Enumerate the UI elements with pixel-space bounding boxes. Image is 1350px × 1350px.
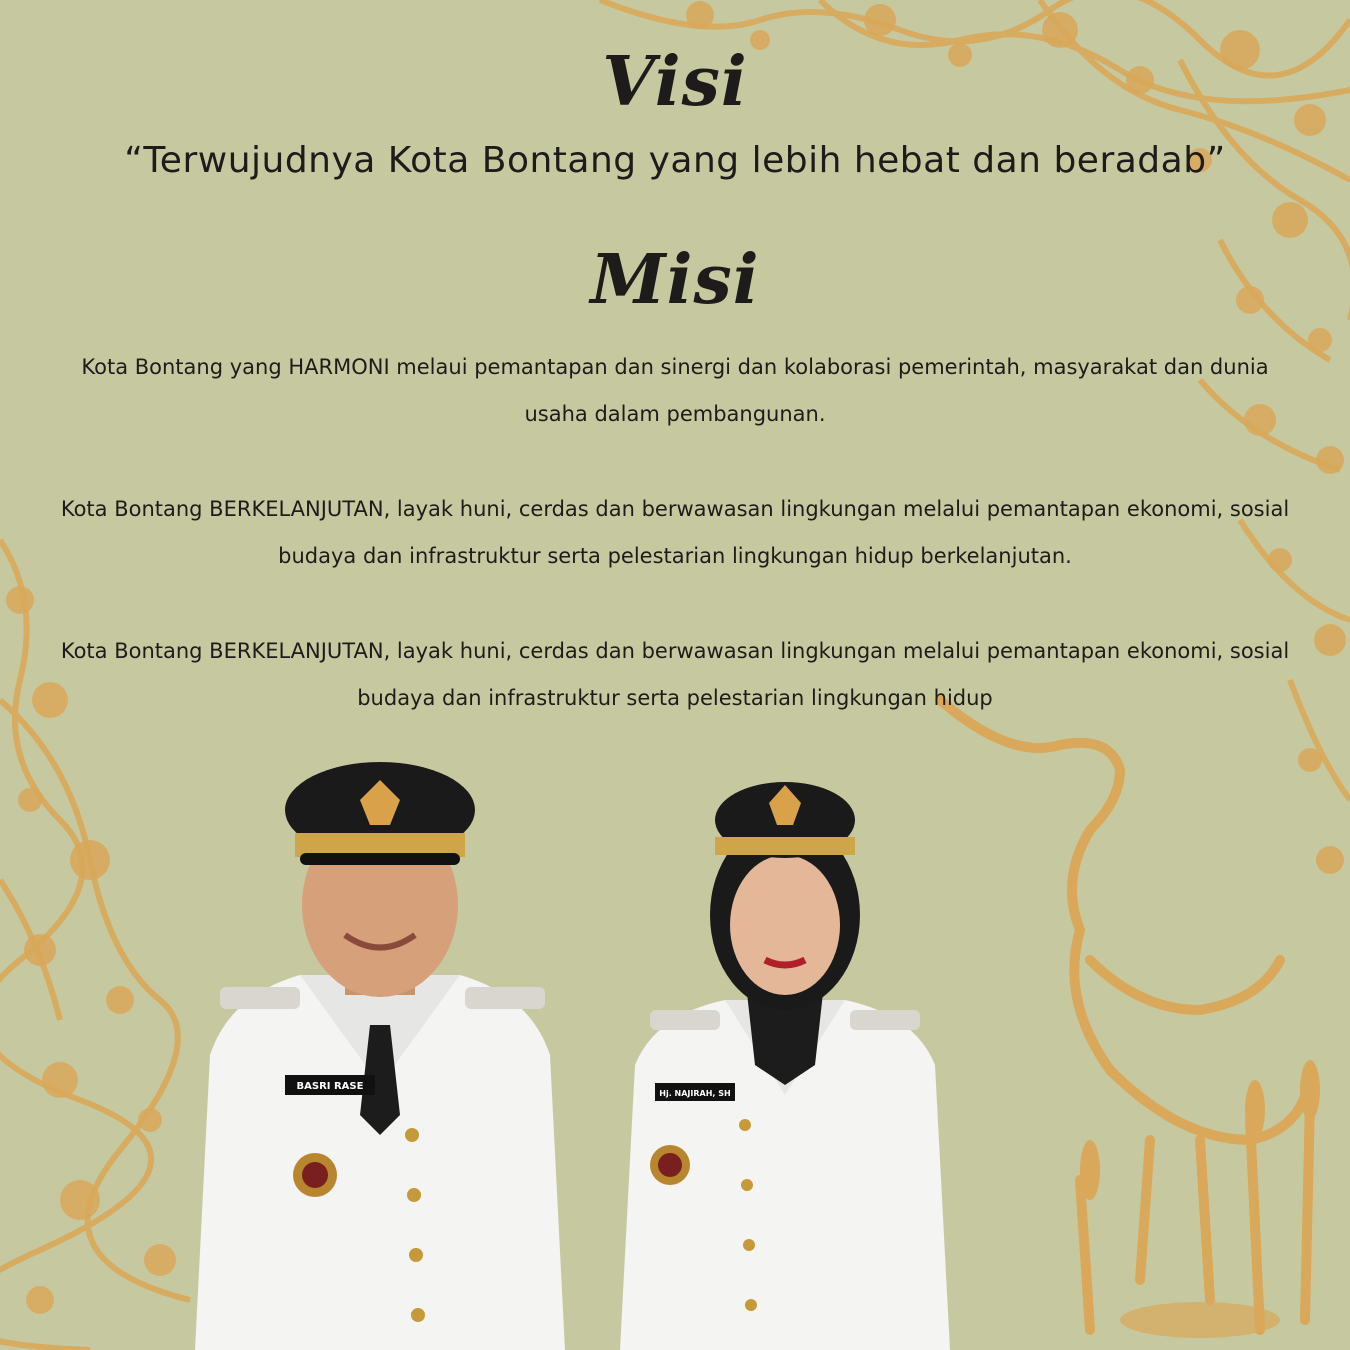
nametag-left: BASRI RASE <box>296 1081 364 1092</box>
nametag-right: Hj. NAJIRAH, SH <box>659 1089 731 1098</box>
visi-heading: Visi <box>602 42 748 122</box>
misi-item-2: Kota Bontang BERKELANJUTAN, layak huni, cerdas dan berwawasan lingkungan melalui pemantapan ekonomi, sosial budaya dan infrastruktur serta pelestarian lingkungan hidup berkelanjutan. <box>60 497 1290 568</box>
visi-statement: “Terwujudnya Kota Bontang yang lebih hebat dan beradab” <box>124 140 1226 181</box>
misi-item-1: Kota Bontang yang HARMONI melaui pemantapan dan sinergi dan kolaborasi pemerintah, masyarakat dan dunia usaha dalam pembangunan. <box>81 355 1269 426</box>
misi-item-3: Kota Bontang BERKELANJUTAN, layak huni, cerdas dan berwawasan lingkungan melalui pemantapan ekonomi, sosial budaya dan infrastruktur serta pelestarian lingkungan hidup <box>60 639 1290 710</box>
portrait-vice-mayor <box>595 765 975 1350</box>
portrait-mayor <box>190 755 570 1350</box>
misi-heading: Misi <box>590 240 760 320</box>
